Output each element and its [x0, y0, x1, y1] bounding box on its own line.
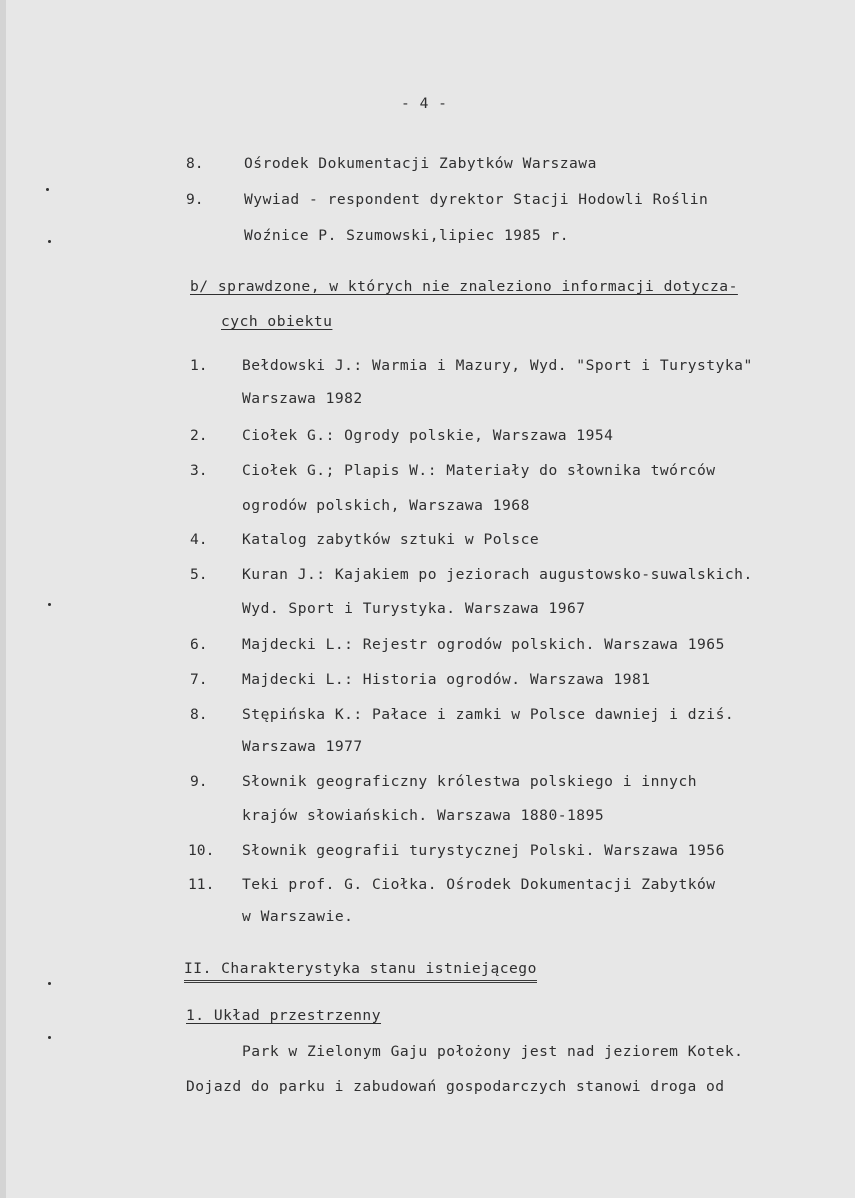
list-item-text: Stępińska K.: Pałace i zamki w Polsce dawniej i dziś.: [242, 706, 735, 723]
section-heading-checked: b/ sprawdzone, w których nie znaleziono informacji dotycza-: [190, 278, 738, 295]
list-item-text: Warszawa 1977: [242, 738, 363, 755]
list-number: 6.: [190, 636, 208, 653]
list-item-text: Wywiad - respondent dyrektor Stacji Hodowli Roślin: [244, 191, 709, 208]
list-item-text: Ciołek G.: Ogrody polskie, Warszawa 1954: [242, 427, 614, 444]
section-heading-main: II. Charakterystyka stanu istniejącego: [184, 960, 537, 983]
margin-mark: [48, 240, 51, 243]
list-number: 10.: [188, 842, 215, 859]
list-item-text: Warszawa 1982: [242, 390, 363, 407]
list-item-text: Ośrodek Dokumentacji Zabytków Warszawa: [244, 155, 597, 172]
list-item-text: Wyd. Sport i Turystyka. Warszawa 1967: [242, 600, 586, 617]
list-number: 9.: [190, 773, 208, 790]
body-text-line: Dojazd do parku i zabudowań gospodarczych stanowi droga od: [186, 1078, 725, 1095]
list-number: 8.: [190, 706, 208, 723]
section-heading-checked-cont: cych obiektu: [221, 313, 333, 330]
list-item-text: Katalog zabytków sztuki w Polsce: [242, 531, 540, 548]
margin-mark: [48, 982, 51, 985]
body-text-line: Park w Zielonym Gaju położony jest nad jeziorem Kotek.: [242, 1043, 744, 1060]
list-item-text: w Warszawie.: [242, 908, 354, 925]
subsection-heading: 1. Układ przestrzenny: [186, 1007, 382, 1024]
list-number: 5.: [190, 566, 208, 583]
list-item-text: Woźnice P. Szumowski,lipiec 1985 r.: [244, 227, 570, 244]
list-item-text: Słownik geograficzny królestwa polskiego i innych: [242, 773, 698, 790]
list-item-text: Majdecki L.: Historia ogrodów. Warszawa 1981: [242, 671, 651, 688]
list-item-text: Słownik geografii turystycznej Polski. Warszawa 1956: [242, 842, 725, 859]
list-number: 1.: [190, 357, 208, 374]
list-item-text: Ciołek G.; Plapis W.: Materiały do słownika twórców: [242, 462, 716, 479]
list-item-text: Bełdowski J.: Warmia i Mazury, Wyd. "Sport i Turystyka": [242, 357, 753, 374]
list-number: 4.: [190, 531, 208, 548]
list-number: 11.: [188, 876, 215, 893]
list-number: 2.: [190, 427, 208, 444]
list-number: 7.: [190, 671, 208, 688]
list-number: 9.: [186, 191, 204, 208]
page-number: - 4 -: [401, 95, 448, 112]
margin-mark: [48, 1036, 51, 1039]
list-number: 3.: [190, 462, 208, 479]
list-item-text: Teki prof. G. Ciołka. Ośrodek Dokumentacji Zabytków: [242, 876, 716, 893]
margin-mark: [46, 188, 49, 191]
list-item-text: Majdecki L.: Rejestr ogrodów polskich. Warszawa 1965: [242, 636, 725, 653]
list-item-text: ogrodów polskich, Warszawa 1968: [242, 497, 530, 514]
list-item-text: krajów słowiańskich. Warszawa 1880-1895: [242, 807, 605, 824]
list-item-text: Kuran J.: Kajakiem po jeziorach augustowsko-suwalskich.: [242, 566, 753, 583]
margin-mark: [48, 603, 51, 606]
list-number: 8.: [186, 155, 204, 172]
